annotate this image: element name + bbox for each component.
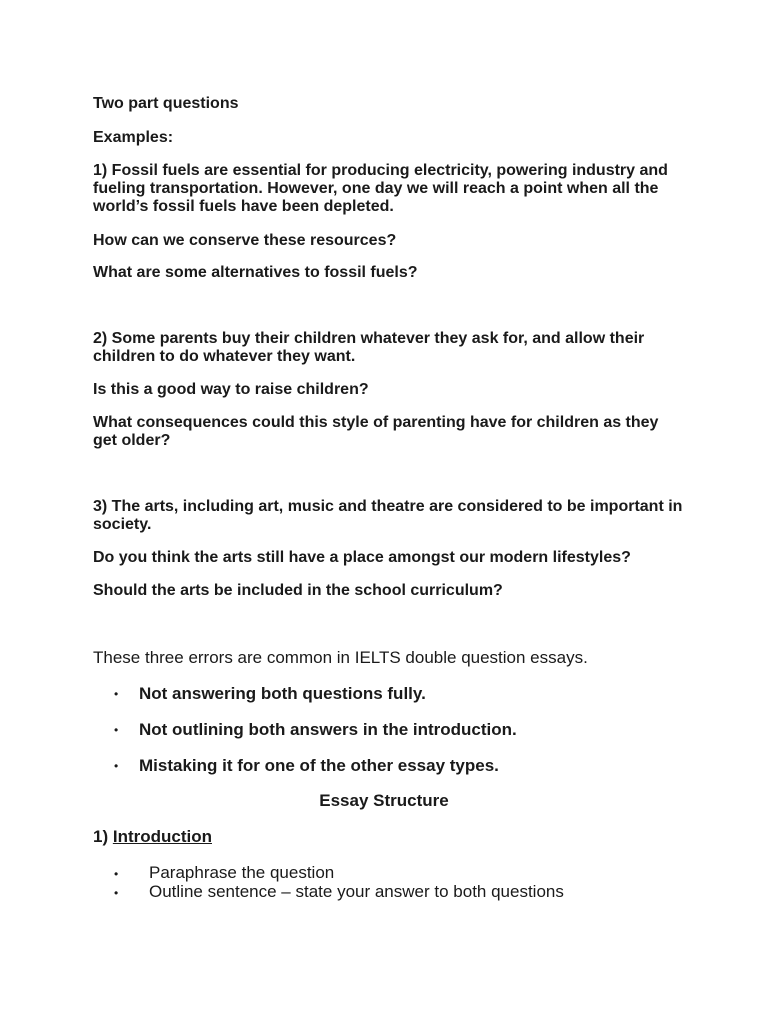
examples-label: Examples:	[93, 129, 174, 146]
example-3-prompt: 3) The arts, including art, music and theatre are considered to be important in society.	[93, 498, 683, 533]
example-2-question-2: What consequences could this style of parenting have for children as they get older?	[93, 414, 659, 449]
example-1-prompt: 1) Fossil fuels are essential for producing electricity, powering industry and fueling transportation. However, one day we will reach a point when all the world’s fossil fuels have been depleted.	[93, 162, 668, 215]
example-2-prompt: 2) Some parents buy their children whatever they ask for, and allow their children to do whatever they want.	[93, 330, 645, 365]
bullet-icon: •	[114, 687, 119, 701]
errors-intro: These three errors are common in IELTS double question essays.	[93, 648, 588, 667]
example-3-question-2: Should the arts be included in the school curriculum?	[93, 582, 503, 599]
section-1-title: Introduction	[112, 827, 212, 846]
example-3-question-1: Do you think the arts still have a place amongst our modern lifestyles?	[93, 549, 631, 566]
example-1-question-2: What are some alternatives to fossil fuels?	[93, 264, 418, 281]
bullet-icon: •	[114, 886, 119, 900]
document-heading: Two part questions	[93, 95, 239, 112]
error-item-3: Mistaking it for one of the other essay types.	[139, 756, 499, 775]
structure-title: Essay Structure	[319, 791, 449, 810]
intro-point-2: Outline sentence – state your answer to both questions	[149, 882, 564, 901]
error-item-2: Not outlining both answers in the introduction.	[139, 720, 517, 739]
example-2-question-1: Is this a good way to raise children?	[93, 381, 369, 398]
intro-point-1: Paraphrase the question	[149, 863, 335, 882]
bullet-icon: •	[114, 759, 119, 773]
section-1-heading	[93, 828, 683, 846]
section-1-number: 1)	[93, 827, 113, 846]
example-1-question-1: How can we conserve these resources?	[93, 232, 397, 249]
bullet-icon: •	[114, 867, 119, 881]
error-item-1: Not answering both questions fully.	[139, 684, 426, 703]
bullet-icon: •	[114, 723, 119, 737]
